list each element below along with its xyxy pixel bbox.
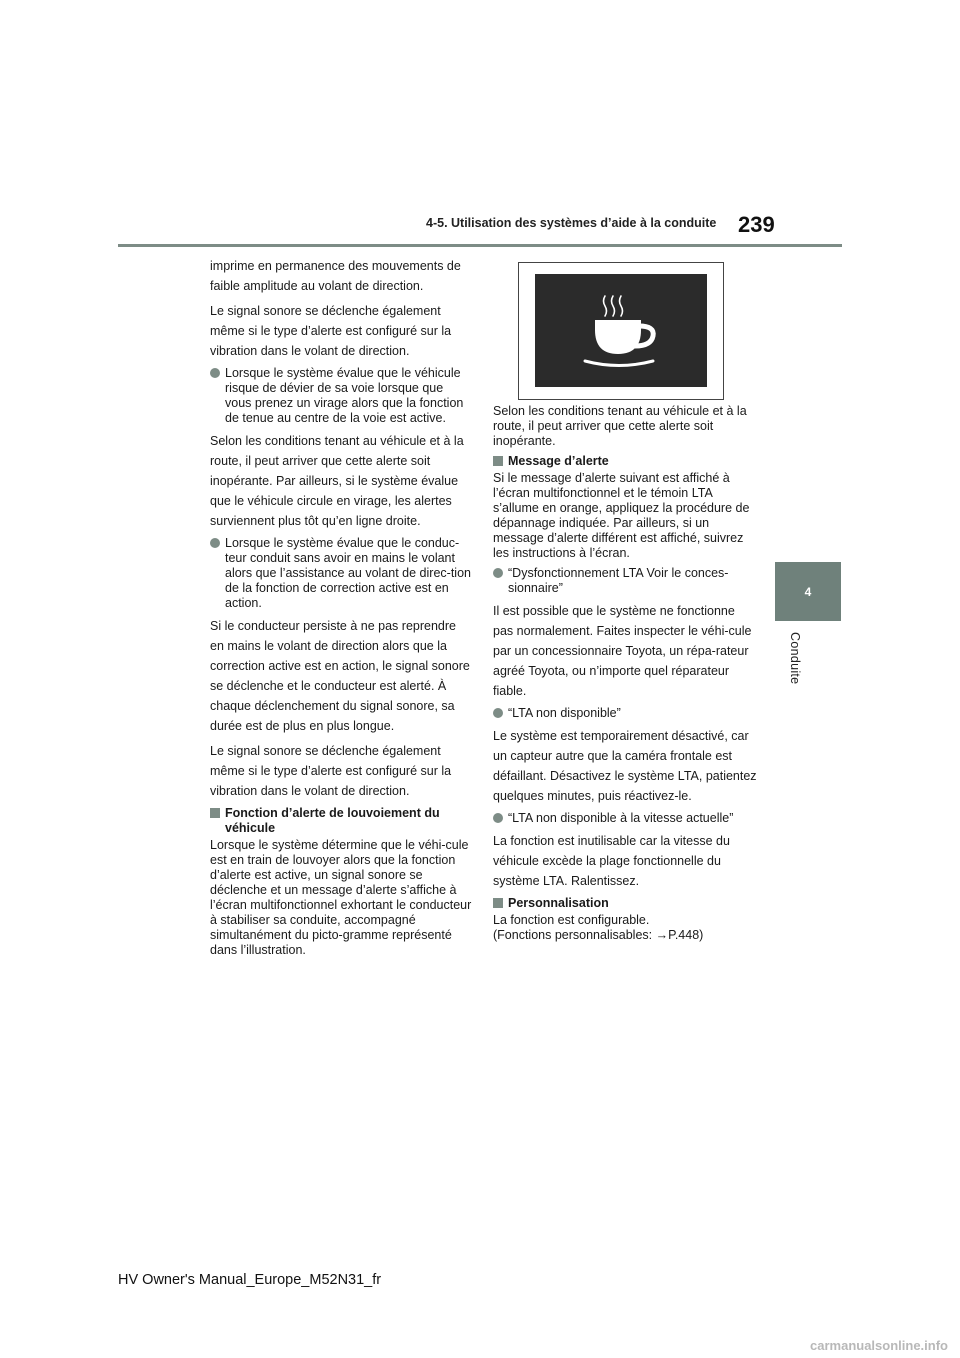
bullet-text: Lorsque le système évalue que le véhicule risque de dévier de sa voie lorsque que vous prenez un virage alors que la fonction de tenue au centre de la voie est active. (225, 366, 464, 425)
footer-manual-id: HV Owner's Manual_Europe_M52N31_fr (118, 1272, 382, 1288)
chapter-number: 4 (804, 584, 812, 599)
paragraph: Le système est temporairement désactivé, car un capteur autre que la caméra frontale est défaillant. Désactivez le système LTA, patientez quelques minutes, puis réactivez-le. (493, 729, 757, 803)
left-column (210, 256, 472, 963)
page-reference-link[interactable]: P.448) (668, 928, 704, 942)
header-divider (118, 244, 842, 247)
section-heading (493, 896, 758, 911)
bullet-text: “LTA non disponible” (508, 706, 621, 720)
text-line: La fonction est configurable. (493, 913, 650, 927)
watermark: carmanualsonline.info (810, 1338, 948, 1353)
bullet-text: “Dysfonctionnement LTA Voir le conces-sionnaire” (508, 566, 729, 595)
heading-square-icon (493, 898, 503, 908)
paragraph: Selon les conditions tenant au véhicule et à la route, il peut arriver que cette alerte soit inopérante. (493, 404, 747, 448)
chapter-label: Conduite (788, 632, 802, 685)
bullet-item (493, 566, 758, 596)
paragraph: La fonction est inutilisable car la vitesse du véhicule excède la plage fonctionnelle du système LTA. Ralentissez. (493, 834, 730, 888)
paragraph: Le signal sonore se déclenche également même si le type d’alerte est configuré sur la vibration dans le volant de direction. (210, 744, 452, 798)
bullet-item (210, 536, 472, 611)
bullet-text: “LTA non disponible à la vitesse actuelle” (508, 811, 734, 825)
heading-square-icon (493, 456, 503, 466)
paragraph: Si le message d’alerte suivant est affiché à l’écran multifonctionnel et le témoin LTA s’allume en orange, appliquez la procédure de dépannage indiquée. Par ailleurs, si un message d’alerte différent est affiché, suivrez les instructions à l’écran. (493, 471, 750, 560)
bullet-text: Lorsque le système évalue que le conduc-teur conduit sans avoir en mains le volant alors que l’assistance au volant de direc-tion de la fonction de correction active est en action. (225, 536, 471, 610)
section-heading (210, 806, 472, 836)
bullet-item (493, 811, 758, 826)
illustration-frame (518, 262, 724, 400)
section-title: 4-5. Utilisation des systèmes d’aide à la conduite (426, 216, 717, 230)
right-column (493, 404, 758, 948)
bullet-dot-icon (493, 708, 503, 718)
paragraph: imprime en permanence des mouvements de faible amplitude au volant de direction. (210, 259, 461, 293)
paragraph: Selon les conditions tenant au véhicule et à la route, il peut arriver que cette alerte soit inopérante. Par ailleurs, si le système évalue que le véhicule circule en virage, les alertes surviennent plus tôt qu’en ligne droite. (210, 434, 464, 528)
heading-square-icon (210, 808, 220, 818)
bullet-dot-icon (210, 368, 220, 378)
chapter-tab[interactable] (775, 562, 841, 621)
bullet-item (210, 366, 472, 426)
section-heading (493, 454, 758, 469)
bullet-dot-icon (493, 568, 503, 578)
paragraph: Il est possible que le système ne fonctionne pas normalement. Faites inspecter le véhi-cule par un concessionnaire Toyota, un répa-rateur agréé Toyota, ou n’importe quel réparateur fiable. (493, 604, 752, 698)
heading-text: Fonction d’alerte de louvoiement du véhicule (225, 806, 440, 835)
page-number: 239 (738, 212, 775, 237)
paragraph (493, 913, 758, 943)
text-line: (Fonctions personnalisables: (493, 928, 656, 942)
paragraph: Le signal sonore se déclenche également même si le type d’alerte est configuré sur la vibration dans le volant de direction. (210, 304, 452, 358)
bullet-dot-icon (210, 538, 220, 548)
multi-display-screen (535, 274, 707, 387)
arrow-icon: → (655, 928, 669, 942)
heading-text: Message d’alerte (508, 454, 609, 468)
bullet-dot-icon (493, 813, 503, 823)
paragraph: Si le conducteur persiste à ne pas reprendre en mains le volant de direction alors que la correction active est en action, le signal sonore se déclenche et le conducteur est alerté. À chaque déclenchement du signal sonore, sa durée est de plus en plus longue. (210, 619, 470, 733)
paragraph: Lorsque le système détermine que le véhi-cule est en train de louvoyer alors que la fonction d’alerte est active, un signal sonore se déclenche et un message d’alerte s’affiche à l’écran multifonctionnel exhortant le conducteur à stabiliser sa conduite, accompagné simultanément du picto-gramme représenté dans l’illustration. (210, 838, 472, 957)
heading-text: Personnalisation (508, 896, 609, 910)
bullet-item (493, 706, 758, 721)
coffee-cup-icon (535, 274, 707, 387)
